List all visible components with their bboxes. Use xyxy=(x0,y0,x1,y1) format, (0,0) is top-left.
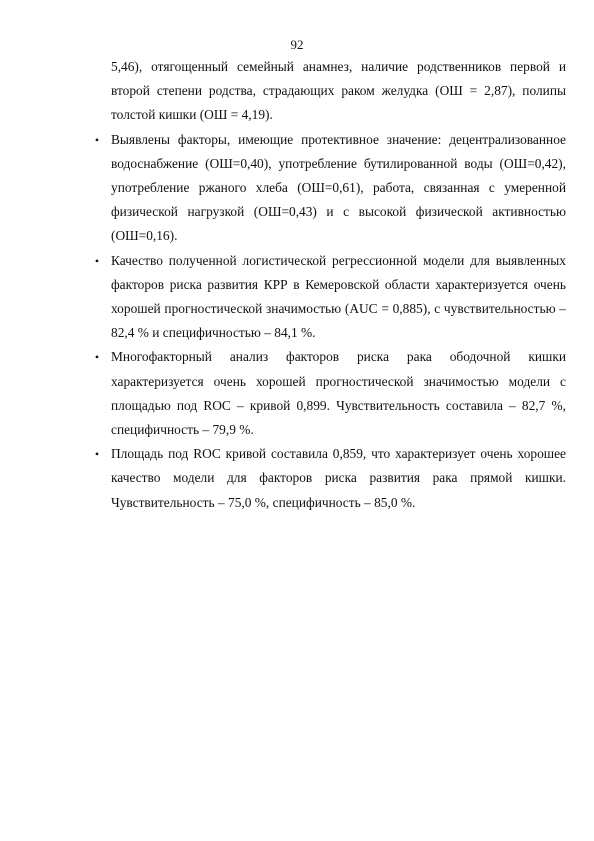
page-body xyxy=(90,55,566,515)
list-item-text: Качество полученной логистической регрессионной модели для выявленных факторов риска развития КРР в Кемеровской области характеризуется очень хорошей прогностической значимостью (AUC = 0,885), с чувствительностью – 82,4 % и специфичностью – 84,1 %. xyxy=(111,252,566,341)
list-item-text: Многофакторный анализ факторов риска рака ободочной кишки характеризуется очень хорошей прогностической значимостью модели с площадью под ROC – кривой 0,899. Чувствительность составила – 82,7 %, специфичность – 79,9 %. xyxy=(111,349,566,438)
list-item-text: Площадь под ROC кривой составила 0,859, что характеризует очень хорошее качество модели для факторов риска развития рака прямой кишки. Чувствительность – 75,0 %, специфичность – 85,0 %. xyxy=(111,446,566,510)
list-item-model-quality xyxy=(90,249,566,346)
list-item-text: Выявлены факторы, имеющие протективное значение: децентрализованное водоснабжение (ОШ=0,40), употребление бутилированной воды (ОШ=0,42), употребление ржаного хлеба (ОШ=0,61), работа, связанная с умеренной физической нагрузкой (ОШ=0,43) и с высокой физической активностью (ОШ=0,16). xyxy=(111,131,566,244)
page-number: 92 xyxy=(290,37,304,52)
list-item-colon-cancer-analysis xyxy=(90,345,566,442)
continuation-paragraph: 5,46), отягощенный семейный анамнез, наличие родственников первой и второй степени родства, страдающих раком желудка (ОШ = 2,87), полипы толстой кишки (ОШ = 4,19). xyxy=(111,59,566,123)
list-item-protective-factors xyxy=(90,128,566,249)
list-item-rectal-cancer-roc xyxy=(90,442,566,515)
bullet-icon: • xyxy=(94,253,100,268)
bullet-icon: • xyxy=(94,350,100,365)
bullet-icon: • xyxy=(94,132,100,147)
bullet-icon: • xyxy=(94,447,100,462)
